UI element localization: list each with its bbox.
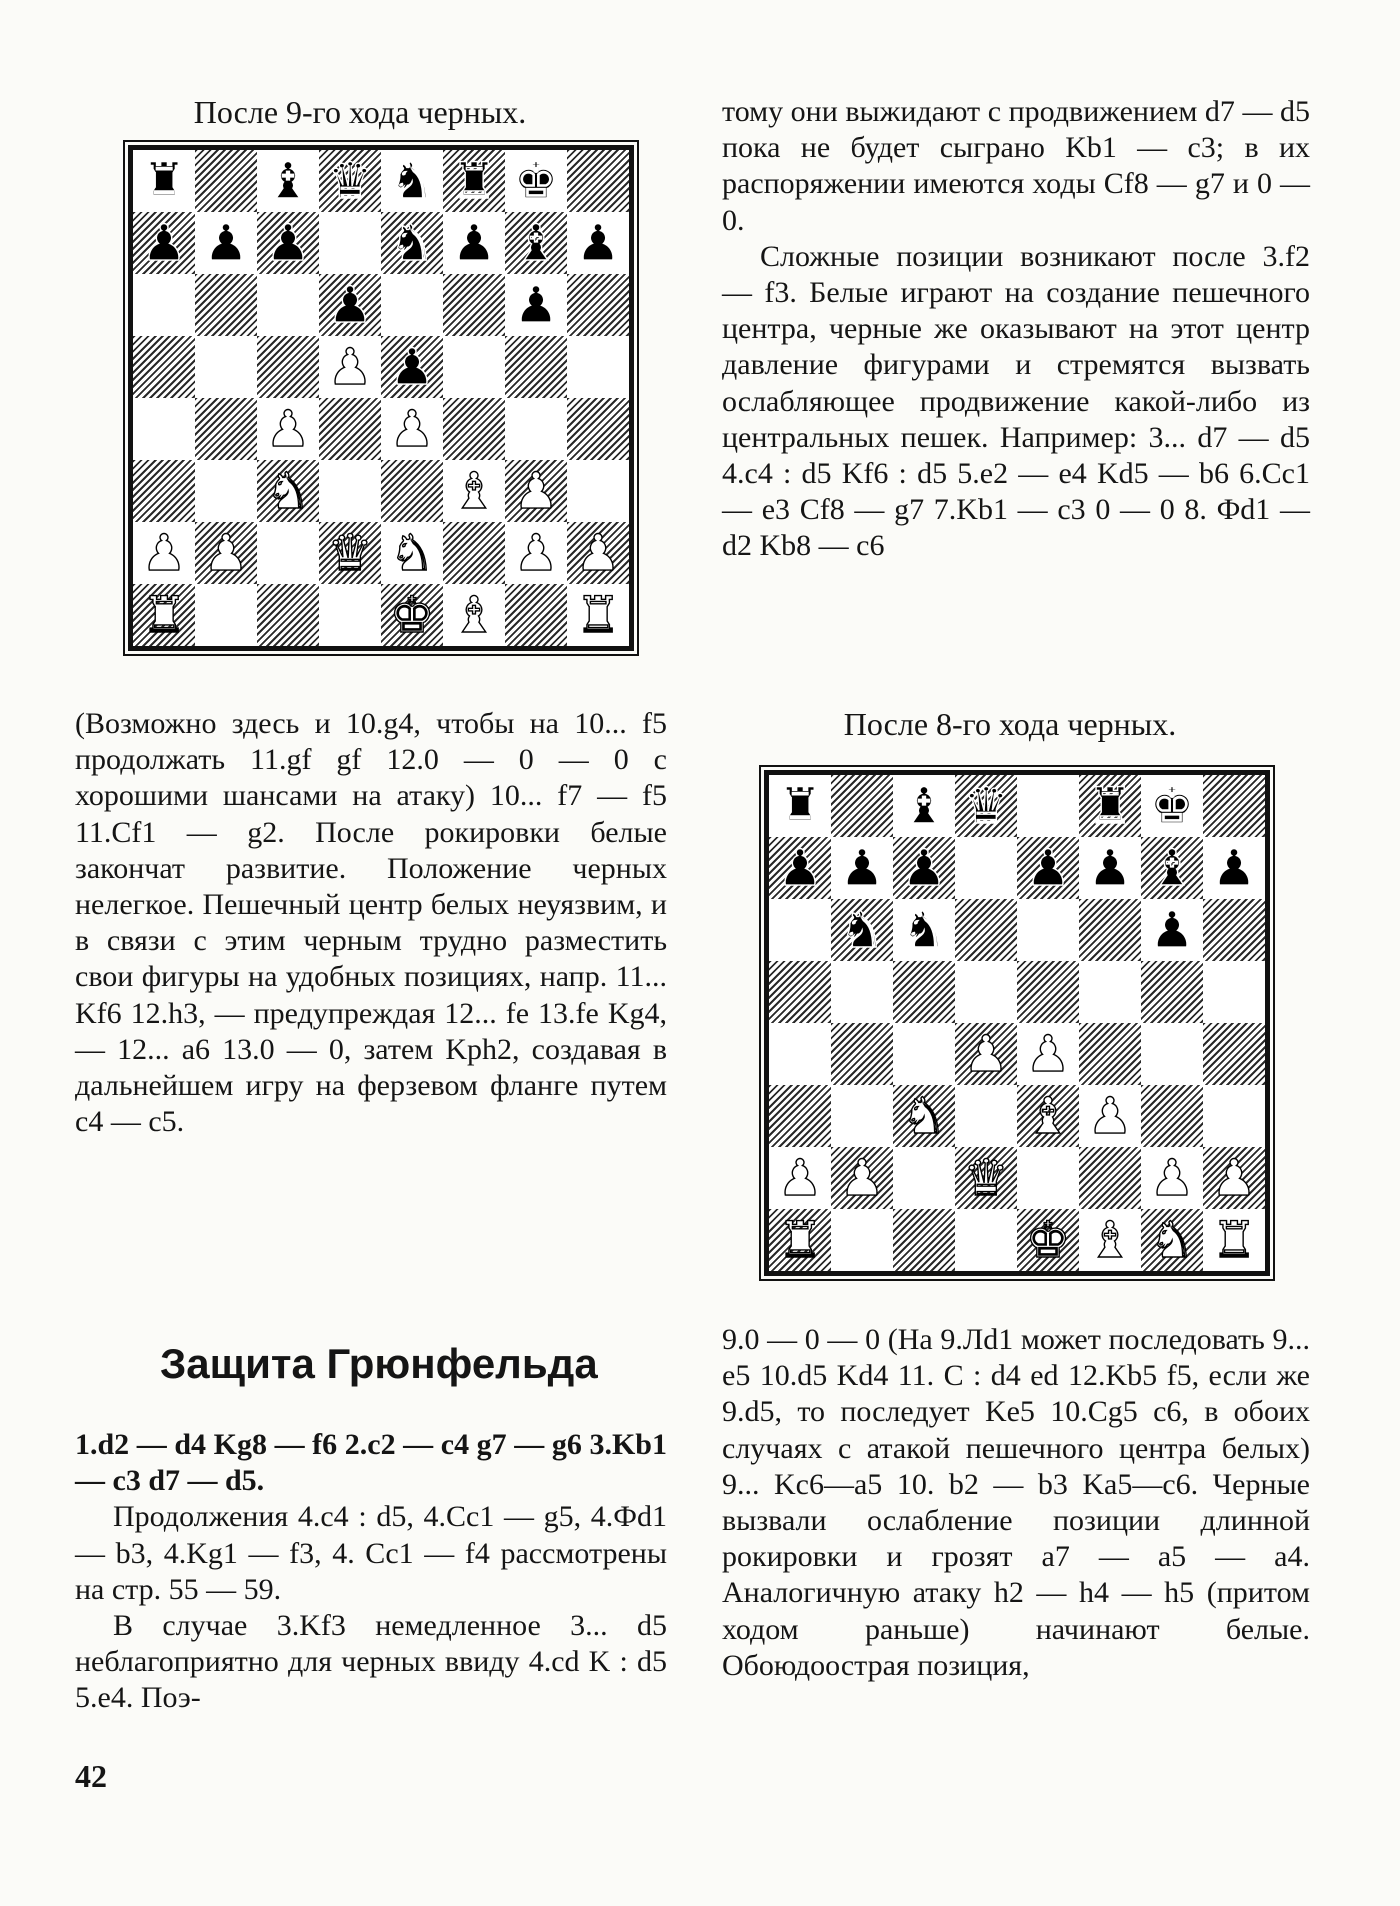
- board-square: [443, 274, 505, 336]
- board-square: [133, 522, 195, 584]
- page-number: 42: [75, 1758, 107, 1794]
- black-rook-icon: ♜: [1087, 777, 1133, 835]
- white-knight-icon: ♞: [901, 1087, 947, 1145]
- board-square: [443, 522, 505, 584]
- board-square: [505, 398, 567, 460]
- board-square: [1141, 1147, 1203, 1209]
- board-square: [1203, 899, 1265, 961]
- board-square: [257, 212, 319, 274]
- black-pawn-icon: ♟: [901, 839, 947, 897]
- white-bishop-icon: ♝: [1087, 1211, 1133, 1269]
- white-knight-icon: ♞: [389, 524, 435, 582]
- white-king-icon: ♚: [389, 586, 435, 644]
- white-pawn-icon: ♟: [1149, 1149, 1195, 1207]
- white-king-icon: ♚: [1025, 1211, 1071, 1269]
- board-square: [195, 522, 257, 584]
- board-square: [1017, 1085, 1079, 1147]
- board-square: [505, 460, 567, 522]
- mid-left-text: [75, 706, 667, 1140]
- board-square: [1079, 1085, 1141, 1147]
- board-square: [1141, 837, 1203, 899]
- chess-board-1: [128, 145, 634, 651]
- board-square: [831, 899, 893, 961]
- white-knight-icon: ♞: [1149, 1211, 1195, 1269]
- black-rook-icon: ♜: [777, 777, 823, 835]
- board-square: [831, 1147, 893, 1209]
- board-square: [195, 398, 257, 460]
- board-square: [257, 150, 319, 212]
- board-square: [195, 460, 257, 522]
- board-square: [133, 212, 195, 274]
- board-square: [319, 460, 381, 522]
- white-rook-icon: ♜: [141, 586, 187, 644]
- board-square: [381, 460, 443, 522]
- board-square: [831, 961, 893, 1023]
- board2-caption: После 8-го хода черных.: [843, 706, 1177, 742]
- board-square: [1017, 961, 1079, 1023]
- black-knight-icon: ♞: [389, 214, 435, 272]
- board-square: [893, 837, 955, 899]
- black-pawn-icon: ♟: [1149, 901, 1195, 959]
- board-square: [1203, 1085, 1265, 1147]
- board-square: [319, 336, 381, 398]
- board-square: [893, 1147, 955, 1209]
- white-bishop-icon: ♝: [451, 586, 497, 644]
- white-queen-icon: ♛: [327, 524, 373, 582]
- black-pawn-icon: ♟: [389, 338, 435, 396]
- board-square: [1141, 899, 1203, 961]
- white-pawn-icon: ♟: [777, 1149, 823, 1207]
- board-square: [1203, 1023, 1265, 1085]
- board-square: [567, 460, 629, 522]
- board-square: [893, 1209, 955, 1271]
- board-square: [1079, 1147, 1141, 1209]
- white-pawn-icon: ♟: [141, 524, 187, 582]
- board1-caption: После 9-го хода черных.: [193, 94, 527, 130]
- board-square: [133, 274, 195, 336]
- board-square: [195, 212, 257, 274]
- white-bishop-icon: ♝: [451, 462, 497, 520]
- black-queen-icon: ♛: [327, 152, 373, 210]
- board-square: [381, 336, 443, 398]
- board-square: [195, 274, 257, 336]
- board-square: [257, 336, 319, 398]
- board-square: [567, 336, 629, 398]
- black-pawn-icon: ♟: [451, 214, 497, 272]
- white-pawn-icon: ♟: [575, 524, 621, 582]
- board-square: [319, 584, 381, 646]
- board-square: [505, 584, 567, 646]
- black-pawn-icon: ♟: [1087, 839, 1133, 897]
- board-square: [893, 1023, 955, 1085]
- board-square: [893, 1085, 955, 1147]
- board-square: [955, 1023, 1017, 1085]
- board-square: [769, 1209, 831, 1271]
- board-square: [443, 398, 505, 460]
- board-square: [133, 460, 195, 522]
- white-rook-icon: ♜: [1211, 1211, 1257, 1269]
- board-square: [769, 1023, 831, 1085]
- paragraph: (Возможно здесь и 10.g4, чтобы на 10... f5 продолжать 11.gf gf 12.0 — 0 — 0 с хорошими шансами на атаку) 10... f7 — f5 11.Cf1 — g2. После рокировки белые закончат развитие. Положение черных нелегкое. Пешечный центр белых неуязвим, и в связи с этим черным трудно разместить свои фигуры на удобных позициях, напр. 11... Kf6 12.h3, — предупреждая 12... fe 13.fe Kg4, — 12... a6 13.0 — 0, затем Kph2, создавая в дальнейшем игру на ферзевом фланге путем c4 — c5.: [75, 707, 667, 1139]
- board-square: [381, 212, 443, 274]
- board-square: [257, 522, 319, 584]
- board-square: [567, 584, 629, 646]
- board-square: [893, 899, 955, 961]
- paragraph: тому они выжидают с продвижением d7 — d5 пока не будет сыграно Kb1 — c3; в их распоряжении имеются ходы Cf8 — g7 и 0 — 0.: [722, 95, 1310, 237]
- section-title: Защита Грюнфельда: [160, 1340, 598, 1387]
- board-square: [319, 212, 381, 274]
- board-square: [443, 150, 505, 212]
- board-square: [567, 522, 629, 584]
- board-square: [769, 1147, 831, 1209]
- board-square: [1079, 837, 1141, 899]
- board-square: [1079, 1023, 1141, 1085]
- black-pawn-icon: ♟: [777, 839, 823, 897]
- paragraph: Продолжения 4.c4 : d5, 4.Cc1 — g5, 4.Фd1 — b3, 4.Kg1 — f3, 4. Cc1 — f4 рассмотрены на стр. 55 — 59.: [75, 1500, 667, 1606]
- board-square: [567, 274, 629, 336]
- board-square: [1141, 1085, 1203, 1147]
- black-pawn-icon: ♟: [327, 276, 373, 334]
- board-square: [955, 899, 1017, 961]
- board-square: [443, 336, 505, 398]
- board-square: [257, 274, 319, 336]
- white-pawn-icon: ♟: [327, 338, 373, 396]
- board-square: [567, 398, 629, 460]
- board-square: [443, 460, 505, 522]
- board-square: [955, 775, 1017, 837]
- board-square: [831, 1209, 893, 1271]
- black-rook-icon: ♜: [141, 152, 187, 210]
- white-pawn-icon: ♟: [513, 524, 559, 582]
- black-knight-icon: ♞: [901, 901, 947, 959]
- board-square: [1141, 961, 1203, 1023]
- white-rook-icon: ♜: [575, 586, 621, 644]
- white-bishop-icon: ♝: [1025, 1087, 1071, 1145]
- board-square: [1141, 1209, 1203, 1271]
- black-pawn-icon: ♟: [1211, 839, 1257, 897]
- board-square: [1203, 775, 1265, 837]
- black-pawn-icon: ♟: [839, 839, 885, 897]
- black-pawn-icon: ♟: [203, 214, 249, 272]
- board-square: [955, 837, 1017, 899]
- board-square: [505, 522, 567, 584]
- white-rook-icon: ♜: [777, 1211, 823, 1269]
- board-square: [831, 1023, 893, 1085]
- board-square: [955, 1147, 1017, 1209]
- board-square: [505, 274, 567, 336]
- white-queen-icon: ♛: [963, 1149, 1009, 1207]
- board-square: [769, 1085, 831, 1147]
- white-pawn-icon: ♟: [963, 1025, 1009, 1083]
- white-pawn-icon: ♟: [389, 400, 435, 458]
- white-pawn-icon: ♟: [1211, 1149, 1257, 1207]
- board-square: [1079, 775, 1141, 837]
- board-square: [831, 1085, 893, 1147]
- board-square: [893, 775, 955, 837]
- opening-moves: 1.d2 — d4 Kg8 — f6 2.c2 — c4 g7 — g6 3.Kb1 — c3 d7 — d5.: [75, 1428, 667, 1498]
- board-square: [1079, 899, 1141, 961]
- board-square: [319, 274, 381, 336]
- board-square: [1203, 1147, 1265, 1209]
- board-square: [319, 398, 381, 460]
- white-pawn-icon: ♟: [1025, 1025, 1071, 1083]
- board-square: [1203, 837, 1265, 899]
- board-square: [381, 150, 443, 212]
- black-pawn-icon: ♟: [265, 214, 311, 272]
- board-square: [1203, 961, 1265, 1023]
- board-square: [769, 837, 831, 899]
- board-square: [1141, 1023, 1203, 1085]
- board-square: [1017, 1147, 1079, 1209]
- board-square: [769, 961, 831, 1023]
- board-square: [955, 961, 1017, 1023]
- board-square: [381, 584, 443, 646]
- white-pawn-icon: ♟: [839, 1149, 885, 1207]
- board-square: [133, 336, 195, 398]
- board-square: [1017, 1023, 1079, 1085]
- black-pawn-icon: ♟: [513, 276, 559, 334]
- board-square: [195, 150, 257, 212]
- paragraph: В случае 3.Kf3 немедленное 3... d5 неблагоприятно для черных ввиду 4.cd K : d5 5.e4. Поэ-: [75, 1609, 667, 1715]
- board-square: [567, 150, 629, 212]
- board-square: [831, 837, 893, 899]
- board-square: [1017, 837, 1079, 899]
- black-bishop-icon: ♝: [265, 152, 311, 210]
- white-knight-icon: ♞: [265, 462, 311, 520]
- chess-board-2: [764, 770, 1270, 1276]
- black-rook-icon: ♜: [451, 152, 497, 210]
- board-square: [505, 150, 567, 212]
- board-square: [381, 274, 443, 336]
- black-king-icon: ♚: [513, 152, 559, 210]
- board-square: [1203, 1209, 1265, 1271]
- black-knight-icon: ♞: [839, 901, 885, 959]
- board-square: [893, 961, 955, 1023]
- board-square: [505, 212, 567, 274]
- board-square: [443, 584, 505, 646]
- board-square: [133, 584, 195, 646]
- board-square: [1079, 1209, 1141, 1271]
- board-square: [1017, 775, 1079, 837]
- black-pawn-icon: ♟: [575, 214, 621, 272]
- board-square: [1017, 1209, 1079, 1271]
- board-square: [955, 1209, 1017, 1271]
- paragraph: 9.0 — 0 — 0 (На 9.Лd1 может последовать 9... e5 10.d5 Kd4 11. C : d4 ed 12.Kb5 f5, если же 9.d5, то последует Ke5 10.Cg5 c6, в обоих случаях с атакой пешечного центра белых) 9... Kc6—a5 10. b2 — b3 Ka5—c6. Черные вызвали ослабление позиции длинной рокировки и грозят a7 — a5 — a4. Аналогичную атаку h2 — h4 — h5 (притом ходом раньше) начинают белые. Обоюдоострая позиция,: [722, 1323, 1310, 1682]
- board-square: [955, 1085, 1017, 1147]
- black-bishop-icon: ♝: [901, 777, 947, 835]
- board-square: [257, 460, 319, 522]
- board-square: [133, 398, 195, 460]
- board-square: [195, 584, 257, 646]
- black-knight-icon: ♞: [389, 152, 435, 210]
- paragraph: Сложные позиции возникают после 3.f2 — f3. Белые играют на создание пешечного центра, черные же оказывают на этот центр давление фигурами и стремятся вызвать ослабляющее продвижение какой-либо из центральных пешек. Например: 3... d7 — d5 4.c4 : d5 Kf6 : d5 5.e2 — e4 Kd5 — b6 6.Cc1 — e3 Cf8 — g7 7.Kb1 — c3 0 — 0 8. Фd1 — d2 Kb8 — c6: [722, 239, 1310, 563]
- white-pawn-icon: ♟: [203, 524, 249, 582]
- board-square: [567, 212, 629, 274]
- board-square: [381, 398, 443, 460]
- black-king-icon: ♚: [1149, 777, 1195, 835]
- black-pawn-icon: ♟: [1025, 839, 1071, 897]
- board-square: [319, 150, 381, 212]
- black-queen-icon: ♛: [963, 777, 1009, 835]
- board-square: [381, 522, 443, 584]
- bottom-left-text: [75, 1427, 667, 1717]
- board-square: [1017, 899, 1079, 961]
- board-square: [257, 584, 319, 646]
- bottom-right-text: [722, 1322, 1310, 1684]
- board-square: [257, 398, 319, 460]
- black-bishop-icon: ♝: [513, 214, 559, 272]
- board-square: [319, 522, 381, 584]
- white-pawn-icon: ♟: [1087, 1087, 1133, 1145]
- black-pawn-icon: ♟: [141, 214, 187, 272]
- board-square: [195, 336, 257, 398]
- board-square: [769, 899, 831, 961]
- top-right-text: [722, 94, 1310, 565]
- board-square: [1079, 961, 1141, 1023]
- black-bishop-icon: ♝: [1149, 839, 1195, 897]
- board-square: [831, 775, 893, 837]
- white-pawn-icon: ♟: [513, 462, 559, 520]
- board-square: [769, 775, 831, 837]
- white-pawn-icon: ♟: [265, 400, 311, 458]
- board-square: [505, 336, 567, 398]
- board-square: [1141, 775, 1203, 837]
- board-square: [133, 150, 195, 212]
- board-square: [443, 212, 505, 274]
